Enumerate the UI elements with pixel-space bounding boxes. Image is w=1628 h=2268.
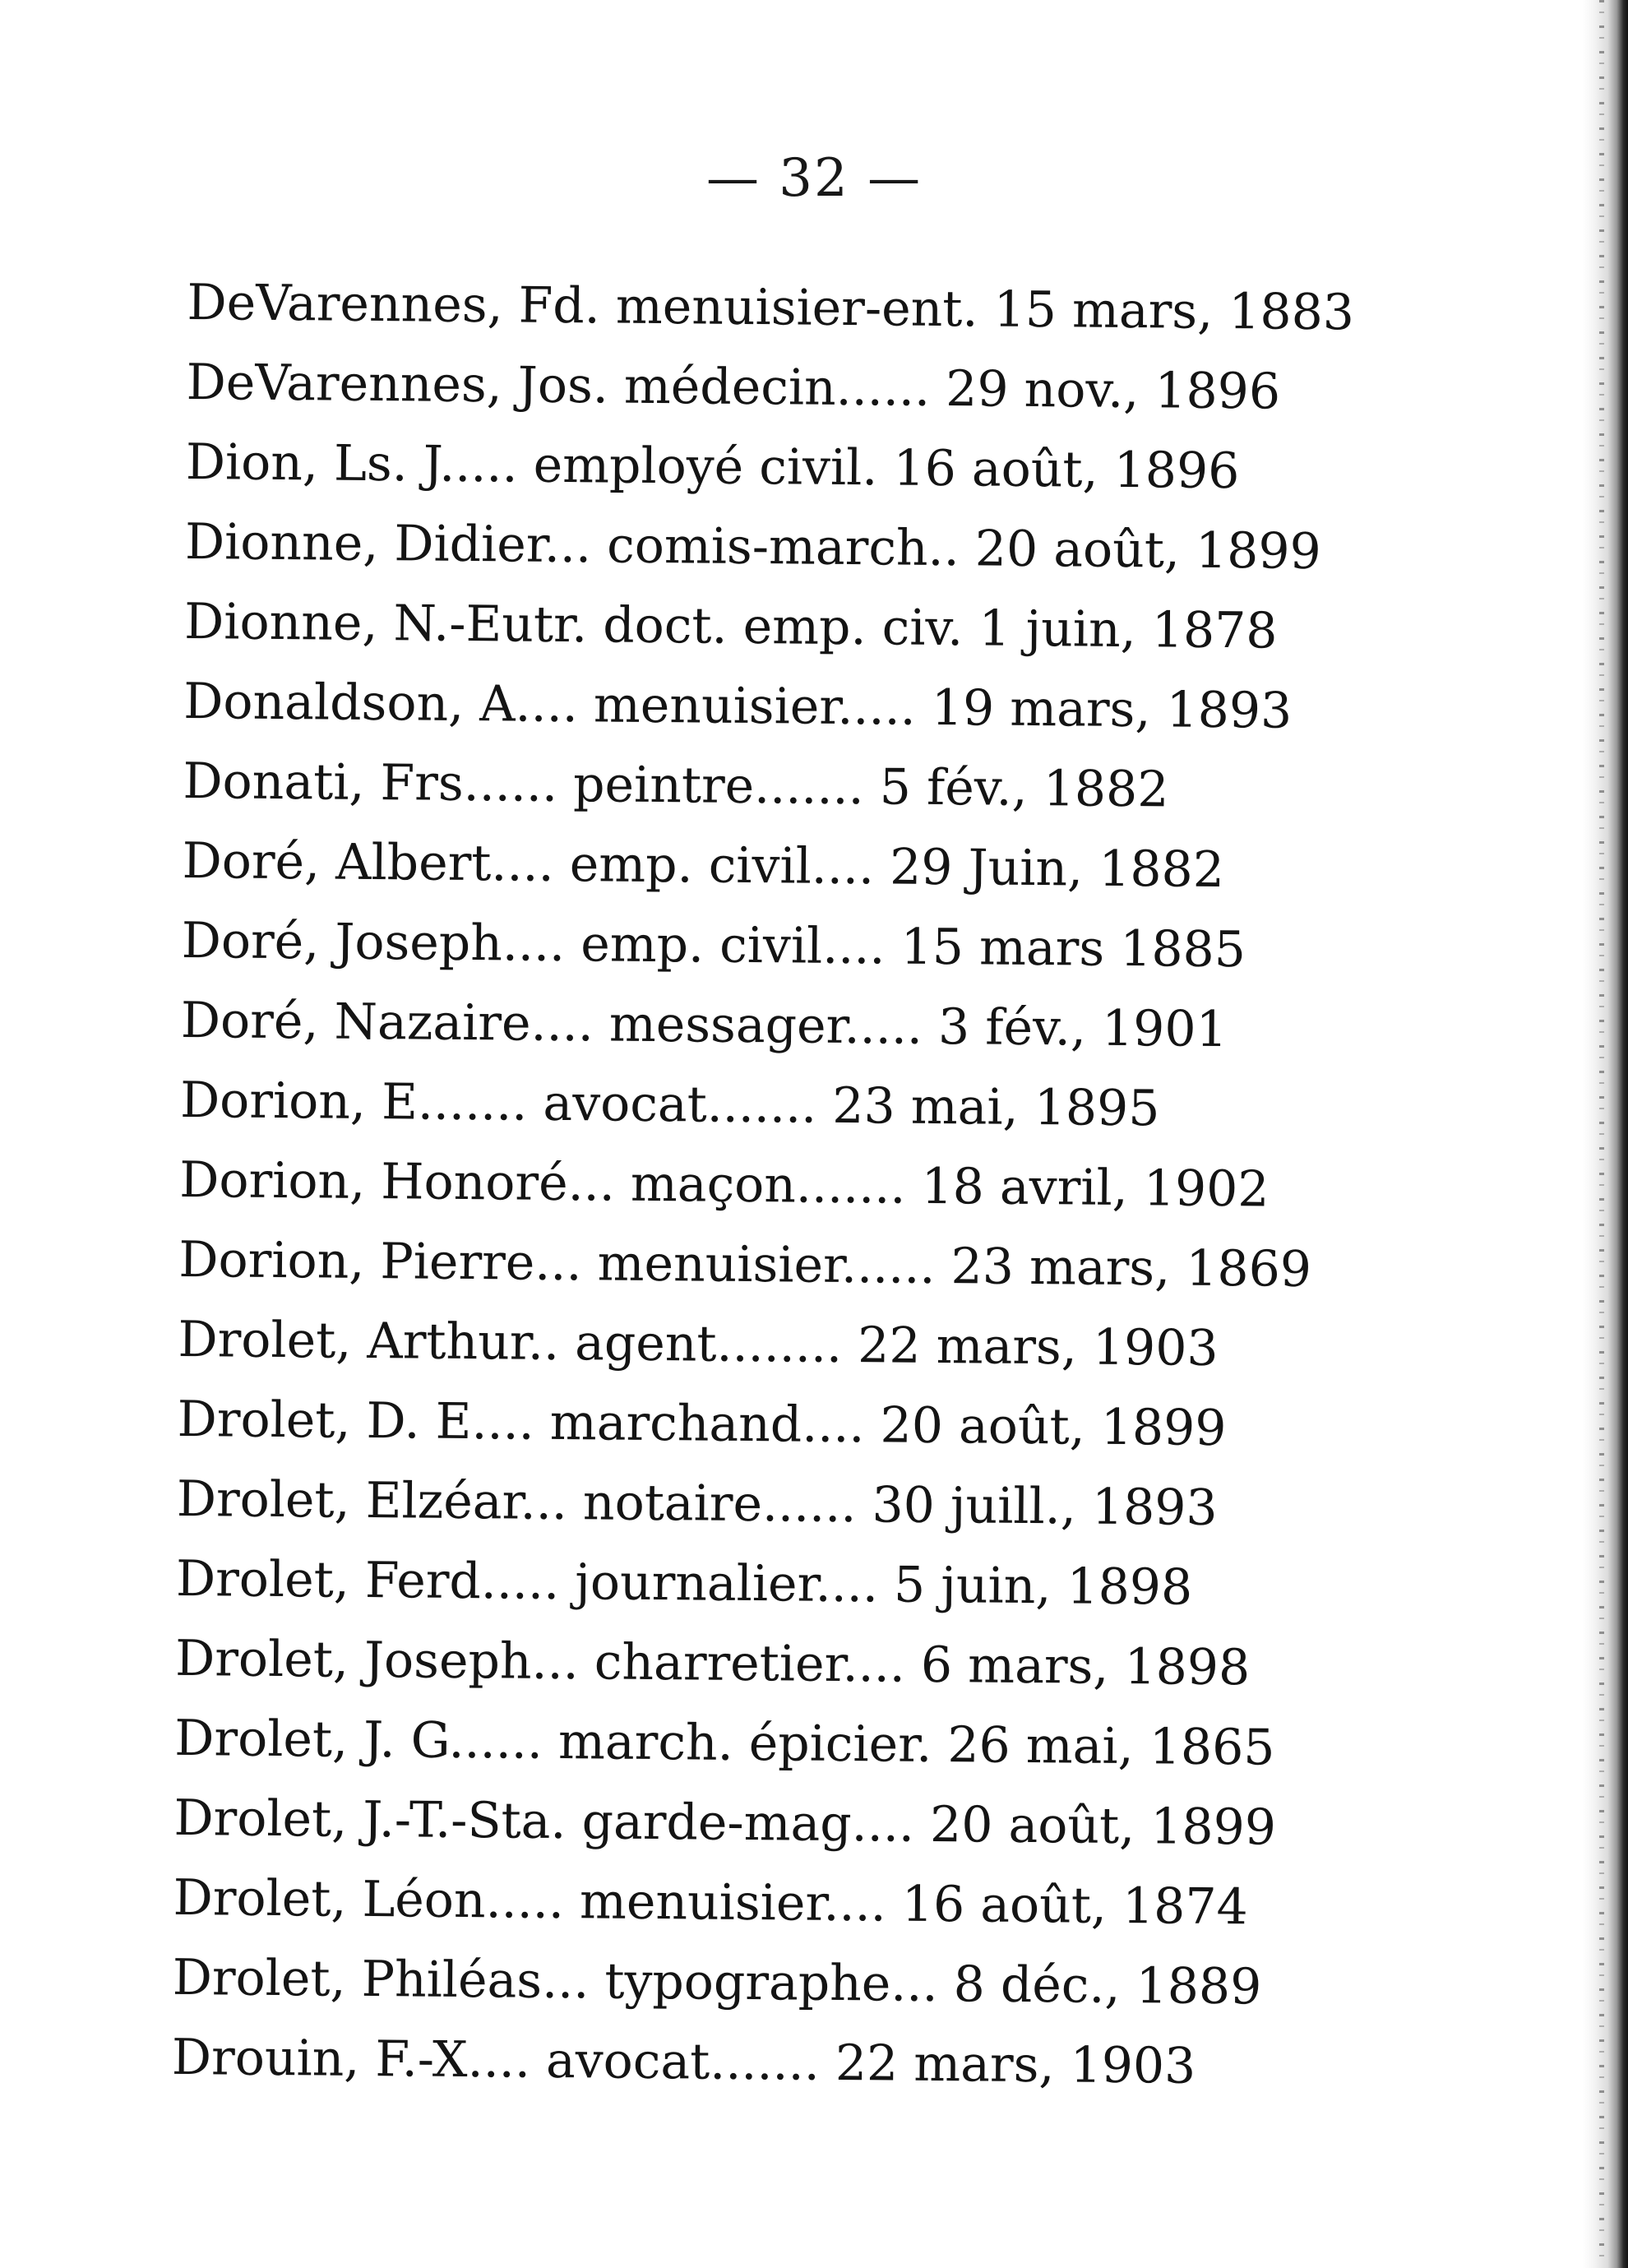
directory-entry: Drolet, D. E.... marchand.... 20 août, 1899	[177, 1390, 1227, 1458]
directory-entry: Drolet, J. G...... march. épicier. 26 mai, 1865	[174, 1709, 1275, 1777]
directory-entry: DeVarennes, Fd. menuisier-ent. 15 mars, 1883	[187, 273, 1355, 342]
directory-entry: Drolet, Ferd..... journalier.... 5 juin, 1898	[175, 1549, 1193, 1617]
directory-entry: Donaldson, A.... menuisier..... 19 mars, 1893	[183, 672, 1293, 740]
page-number: — 32 —	[705, 148, 923, 209]
directory-entry: Doré, Joseph.... emp. civil.... 15 mars 1885	[181, 911, 1246, 979]
directory-entry: Donati, Frs...... peintre....... 5 fév., 1882	[183, 752, 1169, 819]
directory-entry: Drolet, Elzéar... notaire...... 30 juill., 1893	[176, 1470, 1218, 1537]
page-edge-shadow	[1583, 0, 1628, 2268]
directory-list	[172, 263, 1503, 2109]
directory-entry: Drolet, Arthur.. agent........ 22 mars, 1903	[178, 1310, 1219, 1377]
directory-entry: Drolet, Léon..... menuisier.... 16 août, 1874	[173, 1868, 1249, 1937]
directory-entry: Drolet, Joseph... charretier.... 6 mars, 1898	[174, 1629, 1251, 1697]
directory-entry: Dionne, N.-Eutr. doct. emp. civ. 1 juin, 1878	[183, 592, 1278, 660]
directory-entry: Drolet, J.-T.-Sta. garde-mag.... 20 août, 1899	[173, 1789, 1277, 1857]
directory-entry: Dion, Ls. J..... employé civil. 16 août, 1896	[185, 433, 1240, 501]
directory-entry: Doré, Nazaire.... messager..... 3 fév., 1901	[180, 991, 1228, 1059]
directory-entry: Dorion, E....... avocat....... 23 mai, 1895	[179, 1071, 1160, 1138]
page-edge-speckle	[1599, 0, 1604, 2268]
directory-entry: Dorion, Pierre... menuisier...... 23 mars, 1869	[178, 1230, 1312, 1298]
directory-entry: Drolet, Philéas... typographe... 8 déc., 1889	[172, 1948, 1262, 2016]
directory-entry: DeVarennes, Jos. médecin...... 29 nov., 1896	[186, 353, 1281, 421]
directory-entry: Doré, Albert.... emp. civil.... 29 Juin, 1882	[182, 831, 1225, 900]
directory-entry: Dionne, Didier... comis-march.. 20 août, 1899	[184, 512, 1322, 581]
directory-entry: Dorion, Honoré... maçon....... 18 avril, 1902	[178, 1150, 1270, 1219]
directory-entry: Drouin, F.-X.... avocat....... 22 mars, 1903	[171, 2028, 1196, 2095]
